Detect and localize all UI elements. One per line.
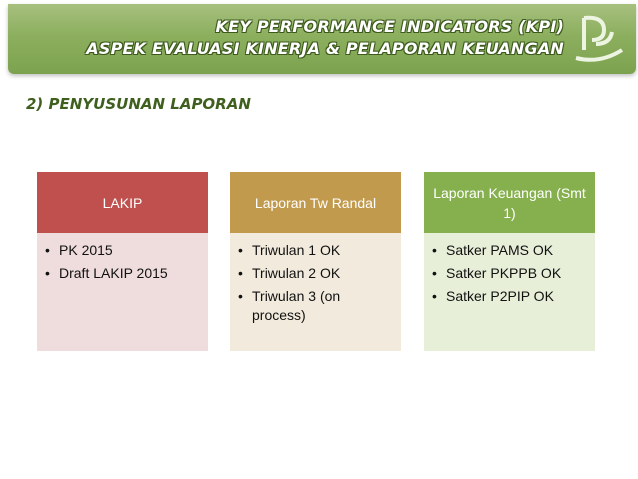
column-header: Laporan Tw Randal [230, 172, 401, 233]
list-item: • Satker P2PIP OK [432, 288, 554, 304]
list-item: • Draft LAKIP 2015 [45, 265, 168, 281]
column-body [230, 233, 401, 351]
list-item: • PK 2015 [45, 242, 113, 258]
list-item: • Triwulan 2 OK [238, 265, 341, 281]
title-line-1: KEY PERFORMANCE INDICATORS (KPI) [215, 17, 564, 36]
list-item: • Satker PKPPB OK [432, 265, 562, 281]
column-body [424, 233, 595, 351]
column-laporan-tw-randal [230, 172, 401, 351]
section-subtitle: 2) PENYUSUNAN LAPORAN [26, 95, 251, 113]
column-header: Laporan Keuangan (Smt 1) [424, 172, 595, 233]
list-item: • Triwulan 3 (on process) [238, 288, 341, 323]
list-item: • Triwulan 1 OK [238, 242, 341, 258]
title-banner [8, 4, 636, 74]
column-body [37, 233, 208, 351]
ministry-logo-icon [570, 10, 628, 68]
column-laporan-keuangan [424, 172, 595, 351]
column-header: LAKIP [37, 172, 208, 233]
title-line-2: ASPEK EVALUASI KINERJA & PELAPORAN KEUANGAN [86, 39, 564, 58]
column-lakip [37, 172, 208, 351]
list-item: • Satker PAMS OK [432, 242, 554, 258]
